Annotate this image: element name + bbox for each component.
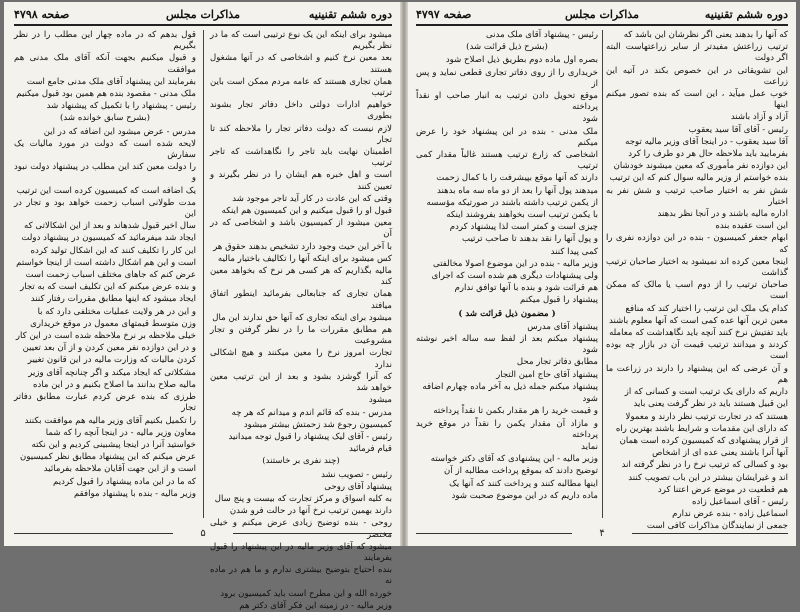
page-header	[416, 8, 788, 24]
header-page-number: صفحه ۴۷۹۷	[416, 8, 472, 21]
page-footer	[14, 528, 392, 538]
column-divider	[203, 30, 204, 518]
text-line: ملک مدنی - مقصود بنده هم همین بود قبول میکنیم	[16, 89, 196, 100]
text-line: معین ترین آنها عده کمی است که آنها معلوم باشند	[608, 315, 788, 326]
header-session: دوره ششم تقنینیه	[308, 8, 392, 21]
text-line: بصره اول ماده دوم بطریق ذیل اصلاح شود	[445, 55, 598, 66]
text-line: که دارای این مقدمات و شرایط باشند بهترین راه	[615, 423, 788, 434]
text-column	[606, 30, 788, 532]
header-rule	[14, 24, 392, 26]
text-line: با آخر این حیث وجود دارد تشخیص بدهند حقوق هر	[213, 241, 392, 252]
text-line: توضیح دادند که بموقع پرداخت مطالبه از آن	[444, 466, 598, 477]
text-line: کس میشود برای اینکه آنها را تکالیف باختیار مالیه	[217, 253, 392, 264]
text-line: پیشنهاد را قبول میکنم	[519, 295, 598, 306]
text-line: کردند و میدانند ترتیب قیمت آن در بازار چه بوده است	[606, 340, 788, 362]
text-line: کمیسیون رجوع شد زحمتش بیشتر میشود	[243, 419, 392, 430]
text-line: هم مطابق مقررات ما را در نظر گرفتن و تجار مشروعیت	[210, 325, 392, 347]
text-line: مطابق دفاتر تجار محل	[516, 357, 598, 368]
text-line: است و این هم اشکال داشته است از اینجا خواستم	[16, 257, 196, 268]
text-line: معاون وزیر مالیه - در اینجا آنچه را که شما	[45, 427, 196, 438]
header-session: دوره ششم تقنینیه	[704, 8, 788, 21]
text-line: موقع تحویل دادن ترتیب به انبار صاحب او نقداً پرداخته	[416, 91, 598, 113]
text-line: پیشنهاد آقای روحی	[324, 481, 392, 492]
text-line: جمعی از نمایندگان مذاکرات کافی است	[646, 521, 788, 532]
footer-page-number: ۴	[599, 528, 605, 539]
text-line: و آن عرضی که این پیشنهاد را دارند در زراعت ما هم	[606, 363, 788, 385]
text-line: بنده خواستم از وزیر مالیه سوال کنم که این ترتیب	[609, 173, 788, 184]
text-line: رئیس - آقای آقا سید یعقوب	[688, 124, 788, 135]
text-column	[416, 30, 598, 518]
text-line: بعد معین نرخ کنیم و اشخاصی که در آنها مشغول هستند	[210, 53, 392, 75]
page-header	[14, 8, 392, 24]
text-line: صاحبان ترتیب را از دوم اسب یا مالک که ممکن است	[606, 280, 788, 302]
text-line: و مازاد آن مقدار یکمن را نقداً در موقع خرید پرداخته	[416, 418, 598, 440]
section-heading: ( مضمون ذیل قرائت شد )	[458, 308, 556, 319]
text-line: مالیه بگذاریم که هر کسی هر نرخ که بخواهد معین کند	[210, 266, 392, 288]
text-line: اسماعیل زاده - بنده عرض ندارم	[672, 509, 788, 520]
text-line: را تکمیل بکنیم آقای وزیر مالیه هم موافقت بکنند	[24, 415, 196, 426]
text-line: اشخاصی که زارع ترتیب هستند غالباً مقدار کمی ترتیب	[416, 150, 598, 172]
text-line: این کار را تکلیف کنند که این اشکال تولید کرده	[30, 245, 196, 256]
footer-rule	[416, 533, 572, 534]
header-section: مذاکرات مجلس	[565, 8, 639, 21]
text-line: لایحه شده است که دولت در مورد مالیات یک سفارش	[14, 138, 196, 161]
text-line: رئیس - پیشنهاد آقای ملک مدنی	[486, 30, 598, 40]
text-line: مالیه صلاح بدانند ما اصلاح بکنیم و در این ماده	[32, 379, 196, 390]
text-line: ابهام جعفر کمیسیون - بنده در این دوازده نفری را که	[606, 233, 788, 255]
text-line: و بنده عرض میکنم که این تکلیف است که به تجار	[20, 282, 196, 293]
book-spread	[4, 2, 796, 611]
text-line: مدرس - عرض میشود این اضافه که در این	[43, 126, 196, 137]
stage-note: (چند نفری بر خاستند)	[262, 456, 340, 467]
text-line: خوب عمل میآید ، این است که بنده تصور میکنم اینها	[606, 89, 788, 111]
text-line: لازم نیست که دولت دفاتر تجار را ملاحظه کند تا تجار	[210, 123, 392, 145]
page-4797	[410, 2, 794, 546]
text-line: را دولت معین کند این مطلب در پیشنهاد دولت نبود و	[14, 162, 196, 184]
text-line: وزیر مالیه - در زمینه این فکر آقای دکتر هم	[239, 600, 392, 611]
text-line: باید تفتیش نرخ کنند آنچه باید نگاهداشت که معامله	[609, 328, 788, 339]
text-line: پیشنهاد میکنم جمله ذیل به آخر ماده چهارم اضافه	[422, 381, 598, 392]
page-footer	[416, 528, 788, 538]
text-line: وزیر مالیه - این پیشنهادی که آقای دکتر خواسته	[430, 454, 598, 465]
text-line: کردن مالیات که وزارت مالیه در این قانون تغییر	[27, 355, 196, 366]
text-line: با یکمن ترتیب است بخواهند بفروشند اینکه	[446, 210, 598, 221]
column-divider	[602, 30, 603, 518]
text-line: شش نفر به اختیار صاحب ترتیب و شش نفر به اختیار	[606, 185, 788, 207]
footer-rule	[233, 533, 392, 534]
text-line: ماده داریم که در این موضوع صحبت شود	[451, 490, 598, 501]
header-page-number: صفحه ۴۷۹۸	[14, 8, 70, 21]
text-line: و قبول میکنیم بجهت آنکه آقای ملک مدنی هم موافقت	[14, 53, 196, 75]
text-line: آنها آنرا باشند یعنی عده ای از اشخاص	[652, 448, 788, 459]
footer-rule	[14, 533, 173, 534]
text-line: یک اضافه است که کمیسیون کرده است این ترتیب	[16, 185, 196, 196]
text-line: رئیس - تصویب نشد	[321, 469, 392, 480]
text-line: بنده احتیاج بتوضیح بیشتری ندارم و ما هم در ماده نه	[210, 565, 392, 587]
text-line: همان تجاری هستند که عامه مردم ممکن است باین ترتیب	[210, 76, 392, 99]
text-line: وقتی که این عادت در کار آید تاجر موجود شد	[232, 193, 392, 204]
book-gutter	[400, 2, 408, 546]
text-line: بفرمایید باید ملاحظه حال هر دو طرف را کرد	[628, 149, 788, 160]
page-4798	[8, 2, 398, 611]
text-line: است و اهل خبره هم ایشان را در نظر بگیرند و تعیین کنند	[210, 170, 392, 192]
text-line: خیلی ملاحظه بر نرخ ملاحظه شده است در این کار	[15, 331, 196, 342]
text-line: هم قرائت شود و بنده با آنها توافق ندارم	[454, 283, 598, 294]
text-line: وزیر مالیه - بنده با پیشنهاد موافقم	[73, 488, 196, 499]
text-line: این قبیل هستند باید در نظر گرفت یعنی باید	[633, 399, 788, 410]
text-line: ترتیب زراعتش مفیدتر از سایر زراعتهاست البته اگر دولت	[606, 42, 788, 64]
text-line: از قرار پیشنهادی که کمیسیون کرده است همان	[619, 435, 788, 446]
text-line: قبول او را قبول میکنیم و این کمیسیون هم اینکه	[221, 206, 392, 217]
text-line: این است عقیده بنده	[715, 221, 788, 232]
text-line: و پول آنها را نقد بدهند تا صاحب ترتیب	[462, 234, 598, 245]
text-line: کمی پیدا کنند	[550, 246, 598, 257]
text-line: عرض کنم که جاهای مختلف اسباب زحمت است	[25, 270, 196, 281]
text-line: قیام فرمائید	[349, 444, 392, 455]
text-line: پیشنهاد آقای حاج امین التجار	[496, 369, 598, 380]
text-line: آزاد و آزاد باشند	[730, 112, 788, 123]
text-line: که آنها را بدهند یعنی اگر نظرشان این باشد که	[623, 30, 788, 40]
text-line: وزن متوسط قیمتهای معمول در موقع خریداری	[30, 318, 196, 329]
text-line: چیزی است و کمتر است لذا پیشنهاد کردم	[449, 222, 598, 233]
text-line: سال اخیر قبول شدهاند و بعد از این اشکالاتی که	[24, 221, 196, 232]
text-line: خواستید آنرا در اینجا پیشبینی کردیم و این نکته	[31, 439, 196, 450]
text-line: از یکمن ترتیب داشته باشند در صورتیکه مؤسسه	[426, 197, 598, 208]
text-line: شود	[582, 394, 598, 405]
text-line: پیشنهاد میکنم بعد از لفظ سه ساله اخیر نوشته شود	[416, 334, 598, 356]
text-line: میشود برای اینکه تجاری که آنها حق ندارند این مال	[212, 312, 392, 323]
text-line: آقا سید یعقوب - در اینجا آقای وزیر مالیه توجه	[625, 136, 788, 147]
text-line: مدرس - بنده که قائم اندم و میدانم که هر چه	[231, 407, 392, 418]
text-line: کدام یک ملک این ترتیب را اختیار کند که منافع	[625, 303, 788, 314]
text-line: مشکلاتی که ایجاد میکند و اگر چنانچه آقای وزیر	[28, 367, 196, 378]
text-line: میدهند پول آنها را بعد از دو ماه سه ماه بدهند	[437, 185, 598, 196]
text-line: اطمینان نهایت باید تاجر را نگاهداشت که تاجر ترتیب	[210, 147, 392, 169]
text-line: نماید	[581, 441, 598, 452]
text-line: و قیمت خرید را هر مقدار بکمن تا نقداً پرداخته	[433, 406, 598, 417]
text-line: طرزی که بنده عرض کردم عبارت مطابق دفاتر تجار	[14, 392, 196, 414]
text-line: اند و غیرایشان بیشتر در این باب تصویب کنند	[628, 472, 788, 483]
text-line: اینها مطالبه کنند و پرداخت کنند که آنها یک	[449, 478, 598, 489]
text-line: میشود که آقای وزیر مالیه در این پیشنهاد را قبول بفرمایند	[210, 541, 392, 563]
stage-note: (بشرح ذیل قرائت شد)	[466, 42, 548, 53]
text-line: رئیس - آقای لیک پیشنهاد را قبول توجه میدانید	[228, 431, 392, 442]
text-line: همان تجاری که جنابعالی بفرمائید اینطور اتفاق میافتد	[210, 289, 392, 311]
text-line: که ما در این ماده پیشنهاد را قبول کردیم	[53, 476, 196, 487]
text-line: و در این دوازده نفر معین کردن و از آن بعد تعیین	[22, 343, 196, 354]
text-line: عرض میکنم که این پیشنهاد مطابق نظر کمیسیون	[20, 452, 196, 463]
text-line: معین میشود از کمیسیون باشد و اشخاصی که در آن	[210, 218, 392, 240]
text-line: وزیر مالیه - بنده در این موضوع اصولا مخالفتی	[433, 258, 598, 269]
text-column	[14, 30, 196, 518]
text-line: میشود برای اینکه این یک نوع ترتیبی است که ما در نظر بگیریم	[210, 30, 392, 52]
text-line: هم قطعیت در موضع عرض اعتنا کرد	[657, 484, 788, 495]
text-line: خواهیم ادارات دولتی داخل دفاتر تجار بشوند بطوری	[210, 100, 392, 122]
text-line: این دوازده نفر مأموری که معین میشوند خودشان	[613, 161, 788, 172]
text-line: ایجاد شد میفرمائید که کمیسیون در پیشنهاد دولت	[21, 233, 196, 244]
text-line: پیشنهاد آقای مدرس	[527, 321, 598, 332]
text-line: رئیس - آقای اسماعیل زاده	[691, 496, 788, 507]
header-section: مذاکرات مجلس	[166, 8, 240, 21]
text-line: میشود	[368, 395, 392, 406]
text-line: به کلیه اسواق و مرکز تجارت که بیست و پنج سال	[214, 493, 392, 504]
text-line: رئیس - پیشنهاد را با تکمیل که پیشنهاد شد	[46, 101, 196, 112]
text-line: شود	[582, 114, 598, 125]
footer-page-number: ۵	[200, 528, 206, 539]
text-line: داریم که دارای یک ترتیب است و کسانی که از	[624, 387, 788, 398]
text-line: این تشویقاتی در این خصوص بکند در آتیه این زراعت	[606, 65, 788, 87]
text-line: تجارت امروز نرخ را معین میکنند و هیچ اشکالی ندارد	[210, 348, 392, 370]
text-column	[210, 30, 392, 611]
text-line: ملک مدنی - بنده در این پیشنهاد خود را عرض میکنم	[416, 126, 598, 148]
text-line: خریداری را از روی دفاتر تجاری قطعی نماید و پس از	[416, 67, 598, 89]
text-line: دارند بهمین ترتیب نرخ آنها در حالت فرو شدن	[229, 506, 392, 517]
text-line: بفرمایند این پیشنهاد آقای ملک مدنی جامع است	[26, 76, 196, 87]
text-line: اینجا معین کرده اند نمیشود به اختیار صاحبان ترتیب گذاشت	[606, 256, 788, 279]
footer-rule	[632, 533, 788, 534]
text-line: است و از این جهت آقایان ملاحظه بفرمائید	[43, 464, 196, 475]
header-rule	[416, 24, 788, 26]
text-line: ولی پیشنهادات دیگری هم شده است که اجرای	[431, 271, 598, 282]
text-line: ایجاد میشود که اینها مطابق مقررات رفتار کنند	[30, 294, 196, 305]
text-line: خورده الله و این مطرح است باید کمیسیون برود	[220, 588, 392, 599]
text-line: بود و کسالی که ترتیب نرخ را در نظر گرفته اند	[621, 460, 788, 471]
text-line: اداره مالیه باشند و در آنجا نظر بدهند	[657, 209, 788, 220]
text-line: و این در هر ولایت عملیات مختلفی دارد که با	[37, 306, 196, 317]
text-line: قول بدهم که در ماده چهار این مطلب را در نظر بگیریم	[14, 30, 196, 52]
text-line: که آنرا گوشزد بشود و بعد از این ترتیب معین خواهد شد	[210, 371, 392, 394]
text-line: مدت طولانی اسباب زحمت خواهد بود و تجار در این	[14, 197, 196, 220]
stage-note: (بشرح سابق خوانده شد)	[60, 113, 150, 124]
text-line: هستند که در تجارت ترتیب نظر دارند و معمولا	[625, 411, 788, 422]
text-line: روحی - بنده توضیح زیادی عرض میکنم و خیلی مختصر	[210, 518, 392, 540]
text-line: دارند که آنها موقع بپیشرفت را با کمال زحمت	[436, 173, 598, 184]
